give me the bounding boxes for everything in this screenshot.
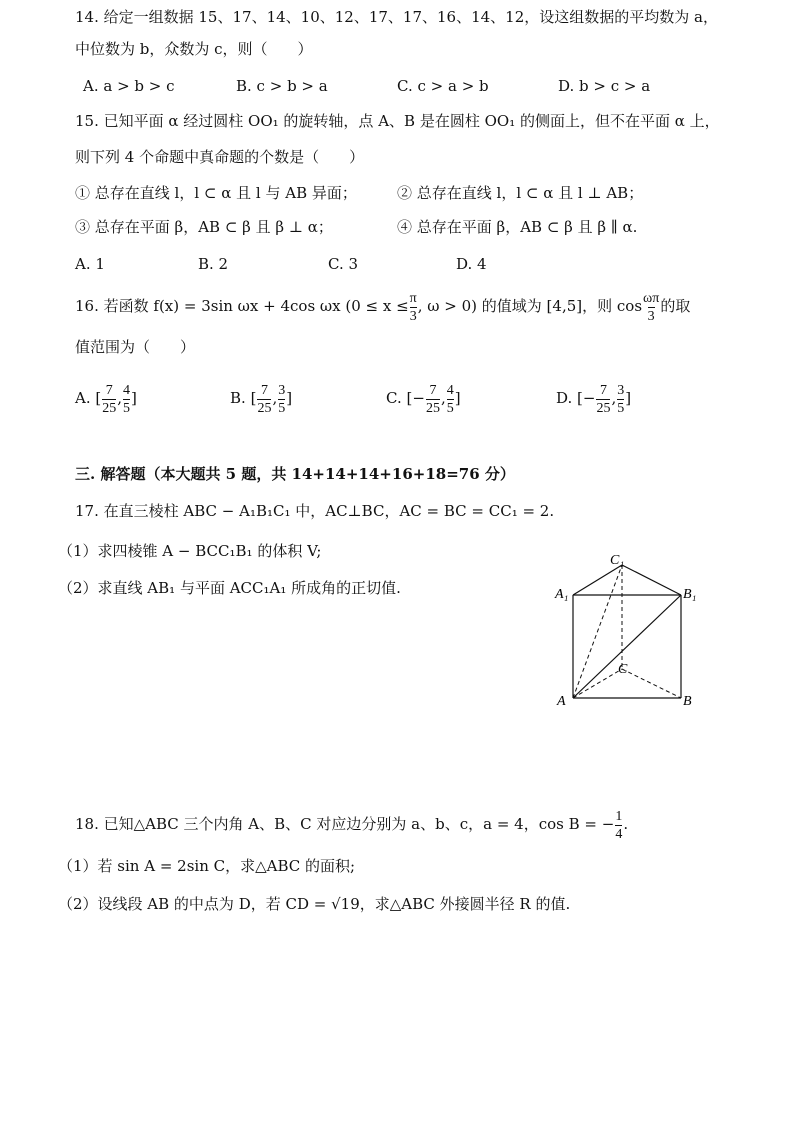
label-a1: A₁ bbox=[555, 587, 569, 602]
q16-text-pre: 16. 若函数 f(x) = 3sin ωx + 4cos ωx (0 ≤ x ≤ bbox=[75, 297, 409, 315]
q15-option-a: A. 1 bbox=[75, 255, 105, 273]
q14-option-c: C. c > a > b bbox=[397, 77, 489, 95]
q14-line1: 14. 给定一组数据 15、17、14、10、12、17、17、16、14、12，设这组数据的平均数为 a， bbox=[75, 8, 718, 26]
label-c: C bbox=[618, 662, 628, 677]
q18-frac-den: 4 bbox=[615, 826, 623, 842]
q15-prop2: ② 总存在直线 l，l ⊂ α 且 l ⊥ AB； bbox=[397, 184, 644, 202]
q18-part2: （2）设线段 AB 的中点为 D，若 CD = √19，求△ABC 外接圆半径 R 的值. bbox=[58, 895, 571, 913]
prism-figure bbox=[550, 548, 710, 713]
section3-title: 三. 解答题（本大题共 5 题，共 14+14+14+16+18=76 分） bbox=[75, 465, 515, 483]
edge-a-c bbox=[573, 669, 622, 698]
q15-prop1: ① 总存在直线 l，l ⊂ α 且 l 与 AB 异面； bbox=[75, 184, 357, 202]
q15-line1: 15. 已知平面 α 经过圆柱 OO₁ 的旋转轴，点 A、B 是在圆柱 OO₁ 的侧面上，但不在平面 α 上， bbox=[75, 112, 720, 130]
q16-text-mid: , ω > 0) 的值域为 [4,5]，则 cos bbox=[417, 297, 643, 315]
q16-option-a: A. [ $\frac{7}{25}$ , $\frac{4}{5}$ ] bbox=[75, 382, 137, 416]
q17-part1: （1）求四棱锥 A − BCC₁B₁ 的体积 V; bbox=[58, 542, 322, 560]
q16-option-d: D. [− $\frac{7}{25}$ , $\frac{3}{5}$ ] bbox=[556, 382, 632, 416]
edge-a1-c1 bbox=[573, 565, 622, 595]
label-b: B bbox=[683, 694, 692, 709]
q18-frac-num: 1 bbox=[615, 808, 623, 824]
label-b1: B₁ bbox=[683, 587, 697, 602]
q18-line1 bbox=[75, 806, 628, 843]
q18-text-post: . bbox=[623, 815, 629, 833]
q17-line1: 17. 在直三棱柱 ABC − A₁B₁C₁ 中，AC⊥BC，AC = BC = CC₁ = 2. bbox=[75, 502, 555, 520]
q18-text-pre: 18. 已知△ABC 三个内角 A、B、C 对应边分别为 a、b、c，a = 4，cos B = − bbox=[75, 815, 615, 833]
label-c1: C₁ bbox=[610, 553, 625, 568]
q14-option-b: B. c > b > a bbox=[236, 77, 328, 95]
q14-line2: 中位数为 b，众数为 c，则（ ） bbox=[75, 40, 313, 58]
segment-a-c1 bbox=[573, 565, 622, 698]
q15-option-c: C. 3 bbox=[328, 255, 359, 273]
q16-frac2-den: 3 bbox=[647, 308, 655, 324]
q15-option-d: D. 4 bbox=[456, 255, 487, 273]
q18-frac-one-quarter bbox=[615, 808, 622, 843]
q14-option-a: A. a > b > c bbox=[83, 77, 175, 95]
q16-text-post: 的取 bbox=[660, 297, 691, 315]
q15-prop3: ③ 总存在平面 β，AB ⊂ β 且 β ⊥ α； bbox=[75, 218, 333, 236]
q15-prop4: ④ 总存在平面 β，AB ⊂ β 且 β ∥ α. bbox=[397, 218, 638, 236]
q16-frac1-den: 3 bbox=[409, 308, 417, 324]
segment-a-b1 bbox=[573, 595, 681, 698]
edge-c1-b1 bbox=[622, 565, 681, 595]
q15-option-b: B. 2 bbox=[198, 255, 229, 273]
q16-option-b: B. [ $\frac{7}{25}$ , $\frac{3}{5}$ ] bbox=[230, 382, 293, 416]
q16-line1 bbox=[75, 288, 690, 325]
q15-line2: 则下列 4 个命题中真命题的个数是（ ） bbox=[75, 148, 365, 166]
q16-option-c: C. [− $\frac{7}{25}$ , $\frac{4}{5}$ ] bbox=[386, 382, 461, 416]
label-a: A bbox=[557, 694, 566, 709]
q16-frac-pi-over-3 bbox=[410, 290, 417, 325]
edge-c-b bbox=[622, 669, 681, 698]
q14-option-d: D. b > c > a bbox=[558, 77, 651, 95]
q16-frac1-num: π bbox=[409, 290, 417, 306]
q17-part2: （2）求直线 AB₁ 与平面 ACC₁A₁ 所成角的正切值. bbox=[58, 579, 401, 597]
q18-part1: （1）若 sin A = 2sin C，求△ABC 的面积; bbox=[58, 857, 356, 875]
q16-frac-omega-pi-over-3 bbox=[643, 290, 659, 325]
q16-line2: 值范围为（ ） bbox=[75, 338, 196, 356]
q16-frac2-num: ωπ bbox=[643, 290, 660, 306]
